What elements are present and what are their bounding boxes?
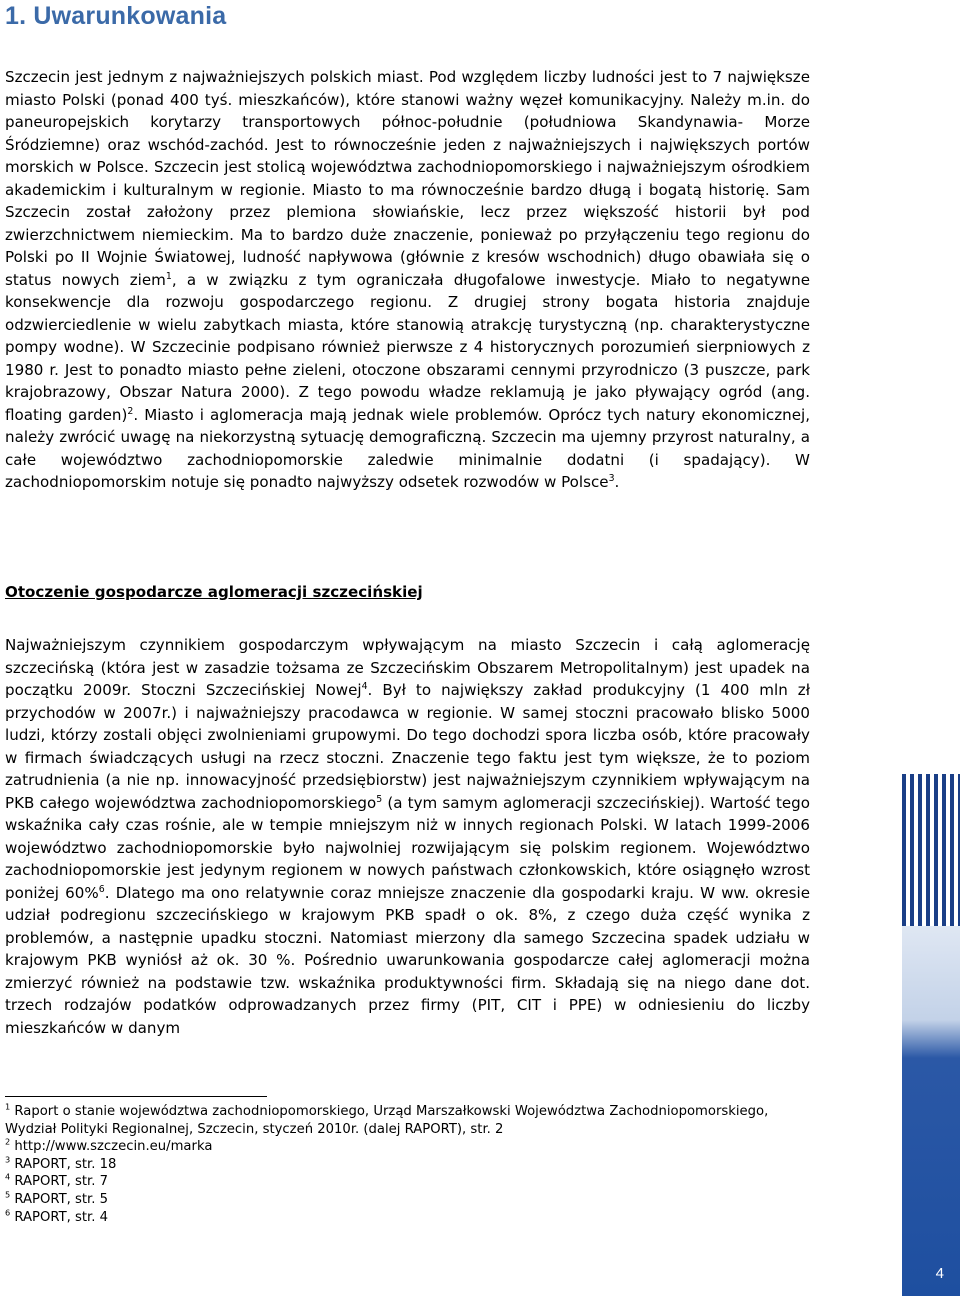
paragraph-text: Szczecin jest jednym z najważniejszych polskich miast. Pod względem liczby ludności jest to 7 największe miasto Polski (ponad 400 tyś. mieszkańców), które stanowi ważny węzeł komunikacyjny. Należy m.in. do paneuropejskich korytarzy transportowych północ-południe (południowa Skandynawia- Morze Śródziemne) oraz wschód-zachód. Jest to równocześnie jeden z najważniejszych i największych portów morskich w Polsce. Szczecin jest stolicą województwa zachodniopomorskiego i najważniejszym ośrodkiem akademickim i kulturalnym w regionie. Miasto to ma równocześnie bardzo długą i bogatą historię. Sam Szczecin został założony przez plemiona słowiańskie, lecz przez większość historii był pod zwierzchnictwem niemieckim. Ma to bardzo duże znaczenie, ponieważ po przyłączeniu tego regionu do Polski po II Wojnie Światowej, ludność napływowa (głównie z kresów wschodnich) długo obawiała się o status nowych ziem (5, 68, 810, 289)
footnote-ref: 6 (98, 883, 105, 895)
section-title: 1. Uwarunkowania (5, 2, 227, 30)
paragraph-text: , a w związku z tym ograniczała długofalowe inwestycje. Miało to negatywne konsekwencje dla rozwoju gospodarczego regionu. Z drugiej strony bogata historia znajduje odzwierciedlenie w wielu zabytkach miasta, które stanowią atrakcję turystyczną (np. charakterystyczne pompy wodne). W Szczecinie podpisano również pierwsze z 4 historycznych porozumień sierpniowych z 1980 r. Jest to ponadto miasto pełne zieleni, otoczone obszarami cennymi przyrodniczo (3 puszcze, park krajobrazowy, Obszar Natura 2000). Z tego powodu władze reklamują je jako pływający ogród (ang. floating garden) (5, 270, 810, 424)
footnote-number: 2 (5, 1136, 11, 1147)
footnote-number: 6 (5, 1207, 11, 1218)
footnote-ref: 4 (361, 680, 368, 692)
subsection-title: Otoczenie gospodarcze aglomeracji szczecińskiej (5, 583, 423, 601)
intro-paragraph (5, 66, 810, 494)
footnote-number: 5 (5, 1189, 11, 1200)
footnote-number: 4 (5, 1171, 11, 1182)
decorative-sidebar-graphic (902, 774, 960, 1296)
footnote-ref: 2 (127, 405, 134, 417)
paragraph-text: (a tym samym aglomeracji szczecińskiej). Wartość tego wskaźnika cały czas rośnie, ale w tempie mniejszym niż w innych regionach Polski. W latach 1999-2006 województwo zachodniopomorskie było najwolniej rozwijającym się polskim regionem. Województwo zachodniopomorskie jest jedynym regionem w nowych państwach członkowskich, które osiągnęło wzrost poniżej 60% (5, 793, 810, 902)
footnote-item (5, 1138, 810, 1156)
footnote-ref: 5 (376, 793, 383, 805)
footnote-text: RAPORT, str. 18 (10, 1156, 117, 1172)
footnote-text: RAPORT, str. 5 (10, 1191, 109, 1207)
footnote-divider (5, 1096, 267, 1097)
paragraph-text: Najważniejszym czynnikiem gospodarczym wpływającym na miasto Szczecin i całą aglomerację szczecińską (która jest w zasadzie tożsama ze Szczecińskim Obszarem Metropolitalnym) jest upadek na początku 2009r. Stoczni Szczecińskiej Nowej (5, 636, 810, 699)
footnote-number: 3 (5, 1154, 11, 1165)
paragraph-text: . Był to największy zakład produkcyjny (1 400 mln zł przychodów w 2007r.) i najważniejszy pracodawca w regionie. W samej stoczni pracowało blisko 5000 ludzi, którzy zostali objęci zwolnieniami grupowymi. Do tego dochodzi spora liczba osób, które pracowały w firmach świadczących usługi na rzecz stoczni. Znaczenie tego faktu jest tym większe, że to poziom zatrudnienia (a nie np. innowacyjność przedsiębiorstw) jest najważniejszym czynnikiem wpływającym na PKB całego województwa zachodniopomorskiego (5, 681, 810, 812)
footnote-item (5, 1156, 810, 1174)
footnotes (5, 1096, 810, 1226)
footnote-item (5, 1103, 810, 1138)
footnote-text: http://www.szczecin.eu/marka (10, 1139, 213, 1155)
footnote-ref: 3 (608, 472, 615, 484)
footnote-text: Raport o stanie województwa zachodniopomorskiego, Urząd Marszałkowski Województwa Zachodniopomorskiego, Wydział Polityki Regionalnej, Szczecin, styczeń 2010r. (dalej RAPORT), str. 2 (5, 1104, 769, 1137)
footnote-item (5, 1173, 810, 1191)
footnote-item (5, 1191, 810, 1209)
footnote-item (5, 1209, 810, 1227)
paragraph-text: . Miasto i aglomeracja mają jednak wiele problemów. Oprócz tych natury ekonomicznej, należy zwrócić uwagę na niekorzystną sytuację demograficzną. Szczecin ma ujemny przyrost naturalny, a całe województwo zachodniopomorskie zaledwie minimalnie dodatni (i spadający). W zachodniopomorskim notuje się ponadto najwyższy odsetek rozwodów w Polsce (5, 405, 810, 491)
footnote-text: RAPORT, str. 4 (10, 1209, 109, 1225)
paragraph-text: . (614, 473, 620, 491)
decorative-fade (902, 926, 960, 1020)
footnote-number: 1 (5, 1101, 11, 1112)
decorative-stripes (902, 774, 960, 926)
decorative-solid-bar (902, 1020, 960, 1296)
paragraph-text: . Dlatego ma ono relatywnie coraz mniejsze znaczenie dla gospodarki kraju. W ww. okresie udział podregionu szczecińskiego w krajowym PKB spadł o ok. 8%, z czego duża część wynika z problemów, a następnie upadku stoczni. Natomiast mierzony dla samego Szczecina spadek udziału w krajowym PKB wyniósł aż ok. 30 %. Pośrednio uwarunkowania gospodarcze całej aglomeracji można zmierzyć również na podstawie tzw. wskaźnika produktywności firm. Składają się na niego dane dot. trzech rodzajów podatków odprowadzanych przez firmy (PIT, CIT i PPE) w odniesieniu do liczby mieszkańców w danym (5, 883, 810, 1037)
footnote-ref: 1 (165, 270, 172, 282)
footnote-text: RAPORT, str. 7 (10, 1174, 109, 1190)
footnote-list (5, 1103, 810, 1226)
economy-paragraph (5, 634, 810, 1039)
page-number: 4 (935, 1265, 944, 1282)
